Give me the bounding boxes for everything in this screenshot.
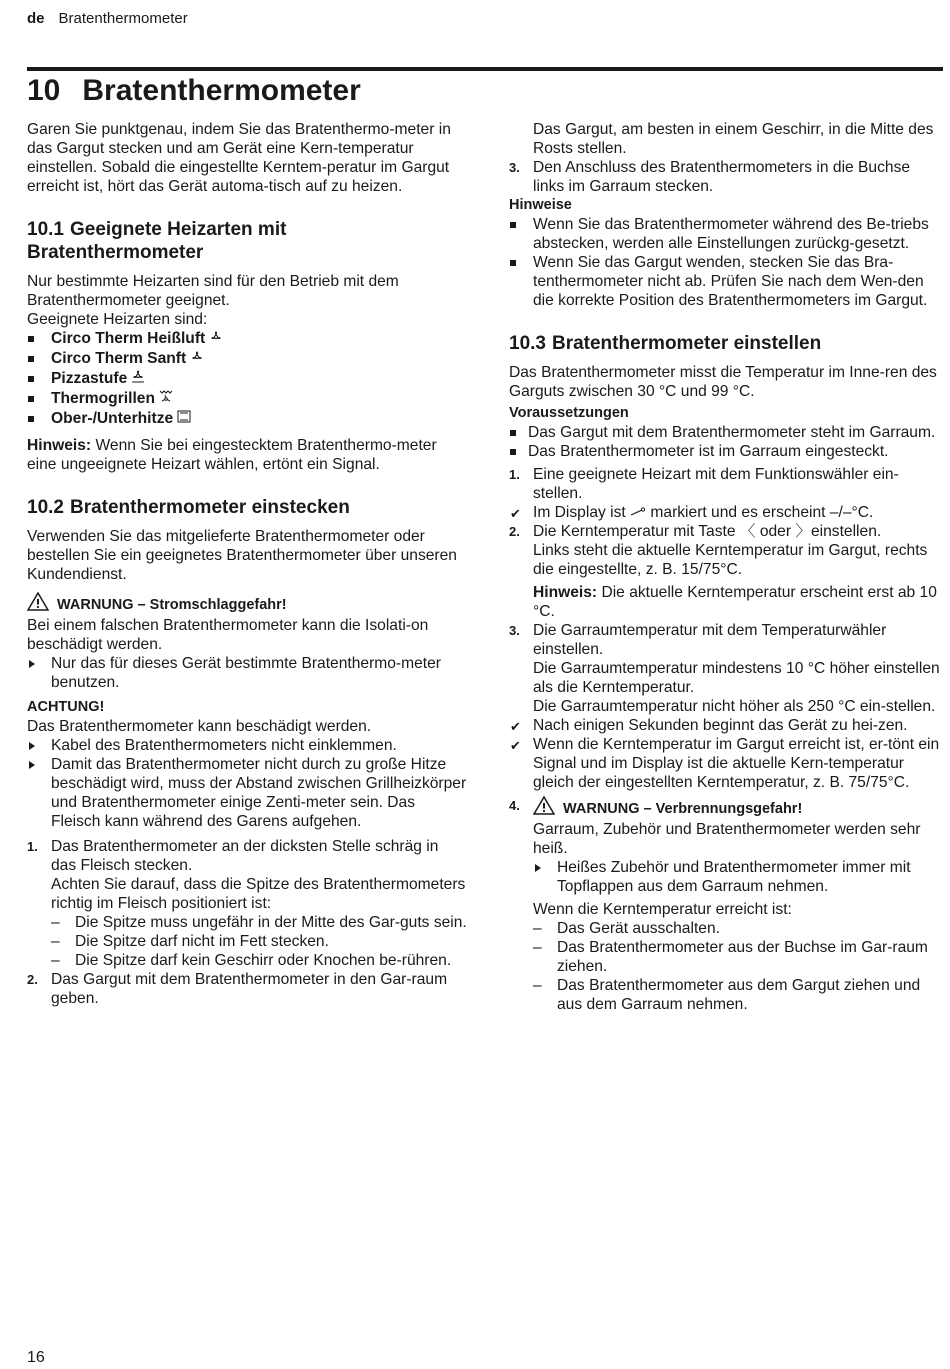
step-item: 1. Eine geeignete Heizart mit dem Funktionswähler ein-stellen. — [509, 466, 899, 502]
warning-text: Bei einem falschen Bratenthermometer kann die Isolati-on beschädigt werden. — [27, 617, 429, 653]
check-icon: ✔ — [510, 719, 521, 734]
pizza-fan-icon — [131, 370, 145, 389]
step-item: 1. Das Bratenthermometer an der dicksten Stelle schräg in das Fleisch stecken. Achten Sie darauf, dass die Spitze des Bratenthermometers richtig im Fleisch positioniert ist: — [27, 838, 466, 912]
caution-heading: ACHTUNG! — [27, 699, 105, 715]
page-number: 16 — [27, 1349, 45, 1366]
dash-item: – Das Bratenthermometer aus der Buchse im Gar-raum ziehen. — [533, 939, 928, 975]
check-icon: ✔ — [510, 738, 521, 753]
step-continuation: Wenn die Kerntemperatur erreicht ist: — [533, 901, 792, 918]
fan-icon — [209, 330, 223, 349]
requirements-heading: Voraussetzungen — [509, 405, 629, 421]
result-item: ✔ Im Display ist markiert und es erscheint –/–°C. — [510, 504, 874, 521]
fan-icon — [190, 350, 204, 369]
warning-action: Heißes Zubehör und Bratenthermometer immer mit Topflappen aus dem Garraum nehmen. — [509, 858, 941, 896]
heating-mode-item: Pizzastufe — [27, 369, 467, 389]
left-column — [27, 120, 467, 1008]
right-column — [509, 120, 941, 1014]
s1-paragraph: Nur bestimmte Heizarten sind für den Betrieb mit dem Bratenthermometer geeignet. — [27, 273, 399, 309]
header-title: Bratenthermometer — [58, 10, 188, 27]
notes-heading: Hinweise — [509, 197, 572, 213]
step-item: 3. Den Anschluss des Bratenthermometers in die Buchse links im Garraum stecken. — [509, 159, 911, 195]
step-item: 2. Das Gargut mit dem Bratenthermometer in den Gar-raum geben. — [27, 971, 448, 1007]
check-icon: ✔ — [510, 506, 521, 521]
running-header — [27, 10, 188, 27]
top-bottom-heat-icon — [177, 410, 191, 429]
heating-mode-item: Circo Therm Sanft — [27, 349, 467, 369]
warning-icon — [533, 796, 555, 820]
result-item: ✔ Nach einigen Sekunden beginnt das Gerät zu hei-zen. — [510, 717, 908, 734]
requirement-item: Das Bratenthermometer ist im Garraum eingesteckt. — [509, 442, 941, 461]
requirement-item: Das Gargut mit dem Bratenthermometer steht im Garraum. — [509, 423, 941, 442]
dash-item: – Die Spitze darf nicht im Fett stecken. — [51, 933, 329, 950]
heating-mode-item: Thermogrillen — [27, 389, 467, 409]
chevron-left-icon: 〈 — [739, 523, 756, 540]
thermometer-symbol-icon — [630, 504, 646, 521]
step-item: 2. Die Kerntemperatur mit Taste 〈 oder 〉einstellen. Links steht die aktuelle Kerntemperatur im Gargut, rechts die eingestellte, z. B. 15/75°C. — [509, 523, 928, 578]
step-item: 3. Die Garraumtemperatur mit dem Temperaturwähler einstellen. Die Garraumtemperatur mindestens 10 °C höher einstellen als die Kerntemperatur. Die Garraumtemperatur nicht höher als 250 °C ein-stellen. — [509, 622, 940, 715]
header-rule — [27, 67, 943, 71]
dash-item: – Die Spitze darf kein Geschirr oder Knochen be-rühren. — [51, 952, 452, 969]
dash-item: – Die Spitze muss ungefähr in der Mitte des Gar-guts sein. — [51, 914, 467, 931]
result-item: ✔ Wenn die Kerntemperatur im Gargut erreicht ist, er-tönt ein Signal und im Display ist die aktuelle Kern-temperatur gleich der eingestellten Kerntemperatur, z. B. 75/75°C. — [510, 736, 940, 791]
s3-paragraph: Das Bratenthermometer misst die Temperatur im Inne-ren des Garguts zwischen 30 °C und 99 °C. — [509, 364, 937, 400]
thermogrill-icon — [159, 390, 173, 409]
section-10-2-heading: 10.2 Bratenthermometer einstecken — [27, 497, 350, 518]
step-hint: Hinweis: Die aktuelle Kerntemperatur erscheint erst ab 10 °C. — [533, 584, 937, 620]
chapter-title-text: Bratenthermometer — [82, 74, 361, 107]
chapter-title — [27, 74, 361, 108]
step-item: 4. WARNUNG – Verbrennungsgefahr! Garraum, Zubehör und Bratenthermometer werden sehr heiß. — [509, 798, 921, 857]
caution-text: Das Bratenthermometer kann beschädigt werden. — [27, 718, 372, 735]
warning-heading: WARNUNG – Stromschlaggefahr! — [27, 592, 467, 616]
caution-action: Kabel des Bratenthermometers nicht einklemmen. — [27, 736, 467, 755]
section-10-3-heading: 10.3 Bratenthermometer einstellen — [509, 333, 822, 354]
heating-mode-item: Ober-/Unterhitze — [27, 409, 467, 429]
heating-mode-item: Circo Therm Heißluft — [27, 329, 467, 349]
intro-paragraph: Garen Sie punktgenau, indem Sie das Bratenthermo-meter in das Gargut stecken und am Gerät eine Kern-temperatur einstellen. Sobald die eingestellte Kerntem-peratur im Gargut erreicht ist, hört das Gerät automa-tisch auf zu heizen. — [27, 121, 451, 195]
language-tag: de — [27, 10, 45, 27]
chevron-right-icon: 〉 — [795, 523, 811, 540]
dash-item: – Das Gerät ausschalten. — [533, 920, 720, 937]
warning-icon — [27, 592, 49, 616]
section-10-1-heading: 10.1 Geeignete Heizarten mit Bratenthermometer — [27, 219, 287, 263]
s1-list-intro: Geeignete Heizarten sind: — [27, 311, 208, 328]
note-item: Wenn Sie das Gargut wenden, stecken Sie das Bra-tenthermometer nicht ab. Prüfen Sie nach dem Wen-den die korrekte Position des Bratenthermometers im Gargut. — [509, 253, 941, 310]
dash-item: – Das Bratenthermometer aus dem Gargut ziehen und aus dem Garraum nehmen. — [533, 977, 921, 1013]
caution-action: Damit das Bratenthermometer nicht durch zu große Hitze beschädigt wird, muss der Abstand zwischen Grillheizkörper und Bratenthermometer einige Zenti-meter sein. Das Fleisch kann während des Garens aufgehen. — [27, 755, 467, 831]
note-item: Wenn Sie das Bratenthermometer während des Be-triebs abstecken, werden alle Einstellungen zurückg-gesetzt. — [509, 215, 941, 253]
warning-action: Nur das für dieses Gerät bestimmte Bratenthermo-meter benutzen. — [27, 654, 467, 692]
s1-hint: Hinweis: Wenn Sie bei eingestecktem Bratenthermo-meter eine ungeeignete Heizart wählen, ertönt ein Signal. — [27, 437, 437, 473]
step-continuation: Das Gargut, am besten in einem Geschirr, in die Mitte des Rosts stellen. — [533, 121, 934, 157]
chapter-number: 10 — [27, 74, 61, 107]
s2-paragraph: Verwenden Sie das mitgelieferte Bratenthermometer oder bestellen Sie ein geeignetes Bratenthermometer über unseren Kundendienst. — [27, 528, 457, 583]
